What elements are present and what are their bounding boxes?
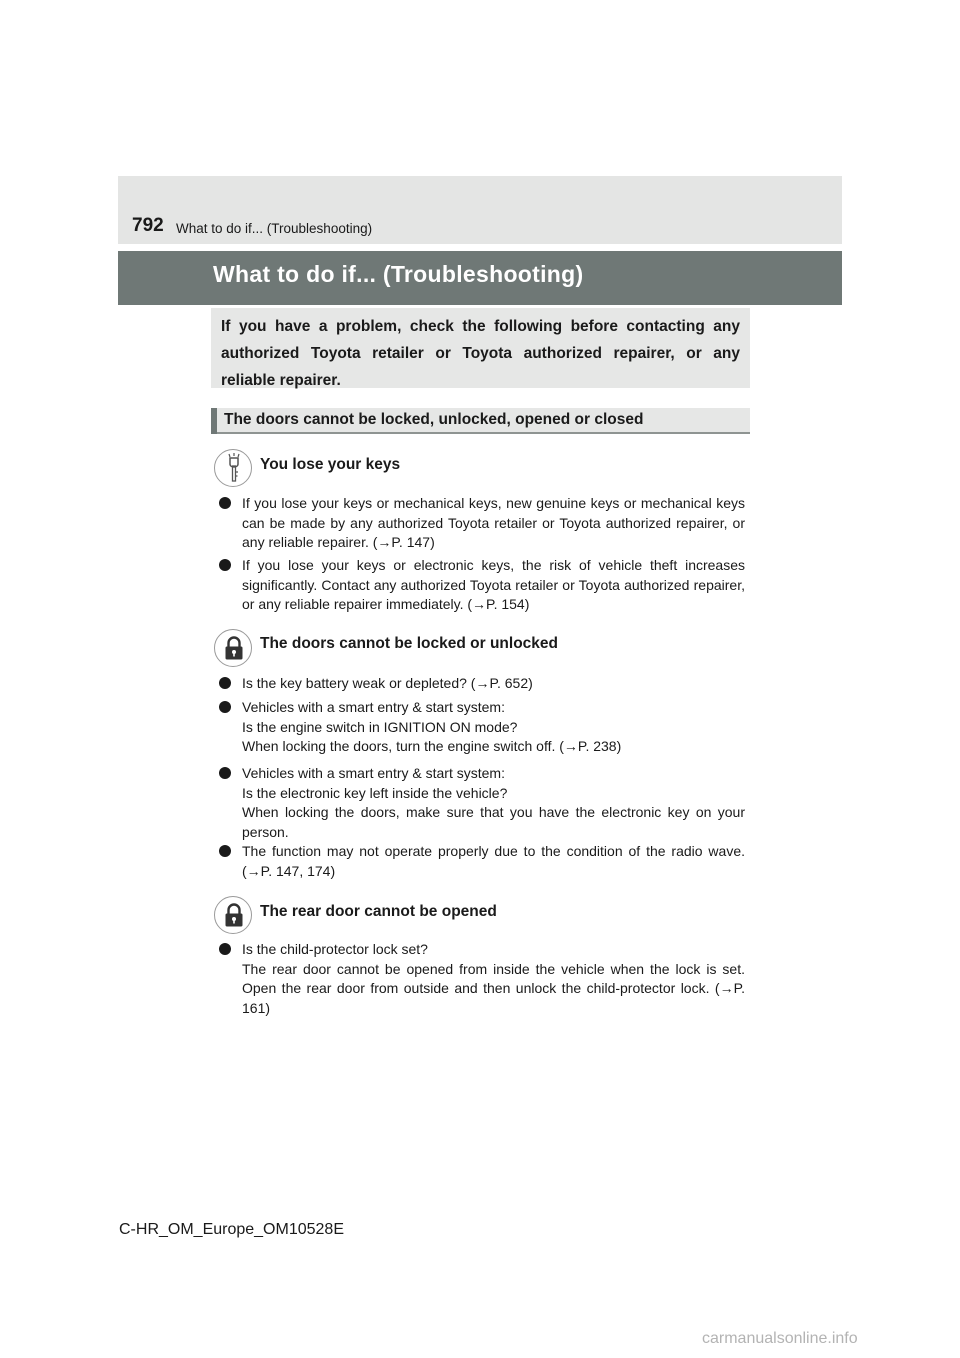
list-item: The function may not operate properly due to the condition of the radio wave. (→P. 147, 174) [219, 842, 745, 881]
list-item: If you lose your keys or mechanical keys, new genuine keys or mechanical keys can be made by any authorized Toyota retailer or Toyota authorized repairer, or any reliable repairer. (→P. 147) [219, 494, 745, 553]
bullet-icon [219, 497, 231, 509]
watermark: carmanualsonline.info [702, 1330, 858, 1347]
bullet-icon [219, 559, 231, 571]
list-item: Vehicles with a smart entry & start system: Is the electronic key left inside the vehicle? When locking the doors, make sure that you have the electronic key on your person. [219, 764, 745, 842]
bullet-icon [219, 845, 231, 857]
page-number: 792 [132, 215, 164, 236]
bullet-icon [219, 943, 231, 955]
padlock-icon [214, 629, 252, 667]
running-head: What to do if... (Troubleshooting) [176, 221, 373, 236]
key-icon [214, 449, 252, 487]
padlock-icon [214, 896, 252, 934]
list-item: If you lose your keys or electronic keys, the risk of vehicle theft increases significantly. Contact any authorized Toyota retailer or Toyota authorized repairer, or any reliable repairer immediately. (→P. 154) [219, 556, 745, 615]
intro-text: If you have a problem, check the following before contacting any authorized Toyota retailer or Toyota authorized repairer, or any reliable repairer. [221, 318, 740, 389]
list-item: Is the key battery weak or depleted? (→P. 652) [219, 674, 745, 694]
document-code: C-HR_OM_Europe_OM10528E [119, 1221, 344, 1238]
list-item: Vehicles with a smart entry & start system: Is the engine switch in IGNITION ON mode? When locking the doors, turn the engine switch off. (→P. 238) [219, 698, 745, 757]
section-title: What to do if... (Troubleshooting) [213, 261, 584, 287]
topic-title: The doors cannot be locked or unlocked [260, 635, 558, 652]
bullet-icon [219, 701, 231, 713]
subsection-accent [211, 408, 217, 434]
bullet-icon [219, 677, 231, 689]
topic-title: You lose your keys [260, 456, 401, 473]
bullet-icon [219, 767, 231, 779]
subsection-title: The doors cannot be locked, unlocked, opened or closed [224, 411, 644, 428]
topic-title: The rear door cannot be opened [260, 903, 497, 920]
list-item: Is the child-protector lock set? The rear door cannot be opened from inside the vehicle when the lock is set. Open the rear door from outside and then unlock the child-protector lock. (→P. 161) [219, 940, 745, 1018]
